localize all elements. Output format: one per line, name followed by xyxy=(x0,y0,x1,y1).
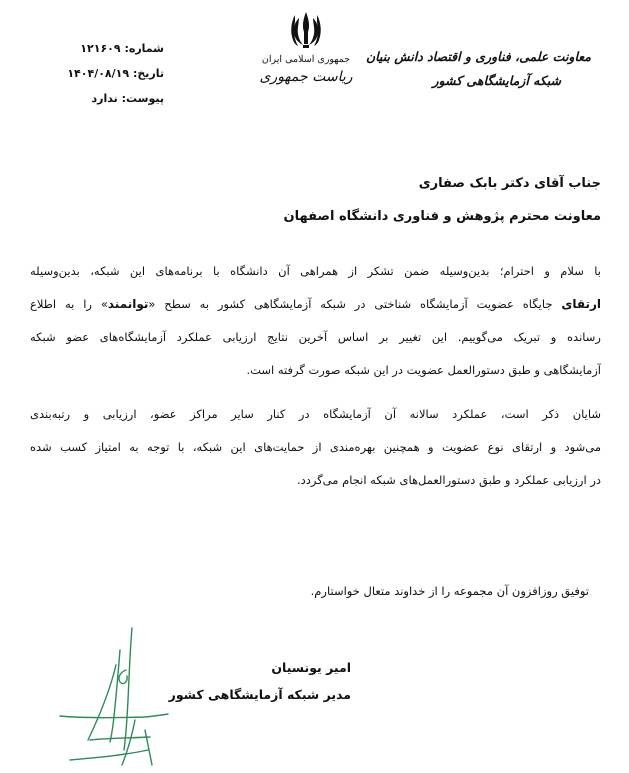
organization-header xyxy=(361,44,591,92)
org-line-2: شبکه آزمایشگاهی کشور xyxy=(432,73,561,88)
number-value: ۱۲۱۶۰۹ xyxy=(80,42,121,55)
body-line: می‌شود و ارتقای نوع عضویت و همچنین بهره‌مندی از حمایت‌های این شبکه، با توجه به امتیاز کسب شده xyxy=(30,440,601,454)
letter-body xyxy=(30,255,601,497)
signatory xyxy=(151,654,351,708)
body-line: رسانده و تبریک می‌گوییم. این تغییر بر اساس آخرین نتایج ارزیابی عملکرد آزمایشگاه‌های عضو شبکه xyxy=(30,330,601,344)
body-text: جایگاه عضویت آزمایشگاه شناختی در شبکه آزمایشگاهی کشور به سطح « xyxy=(148,297,562,311)
body-line xyxy=(30,288,601,321)
addressee-title: معاونت محترم پژوهش و فناوری دانشگاه اصفهان xyxy=(283,209,601,224)
bold-upgrade: ارتقای xyxy=(561,297,601,311)
letter-attachment xyxy=(44,86,164,111)
body-line: با سلام و احترام؛ بدین‌وسیله ضمن تشکر از همراهی آن دانشگاه با برنامه‌های این شبکه، بدین‌وسیله xyxy=(30,264,601,278)
number-label: شماره: xyxy=(124,42,164,55)
emblem-block xyxy=(256,10,356,87)
date-value: ۱۴۰۴/۰۸/۱۹ xyxy=(67,67,130,80)
letter-date xyxy=(44,61,164,86)
attachment-value: ندارد xyxy=(91,92,118,105)
presidency-label: ریاست جمهوری xyxy=(259,69,353,85)
date-label: تاریخ: xyxy=(132,67,164,80)
addressee-name: جناب آقای دکتر بابک صفاری xyxy=(418,176,601,191)
closing-line: توفیق روزافزون آن مجموعه را از خداوند متعال خواستارم. xyxy=(310,584,589,598)
attachment-label: پیوست: xyxy=(121,92,164,105)
addressee xyxy=(41,167,601,233)
republic-label: جمهوری اسلامی ایران xyxy=(261,54,351,65)
body-line: آزمایشگاهی و طبق دستورالعمل عضویت در این شبکه صورت گرفته است. xyxy=(246,363,601,377)
letter-metadata xyxy=(44,36,164,111)
body-line: در ارزیابی عملکرد و طبق دستورالعمل‌های شبکه انجام می‌گردد. xyxy=(296,473,601,487)
iran-emblem-icon xyxy=(290,10,322,50)
signatory-title: مدیر شبکه آزمایشگاهی کشور xyxy=(168,687,351,702)
body-line: شایان ذکر است، عملکرد سالانه آن آزمایشگاه در کنار سایر مراکز عضو، ارزیابی و رتبه‌بندی xyxy=(30,407,601,421)
body-text: » را به اطلاع xyxy=(30,297,108,311)
org-line-1: معاونت علمی، فناوری و اقتصاد دانش بنیان xyxy=(365,49,591,64)
letter-number xyxy=(44,36,164,61)
bold-capable: توانمند xyxy=(107,297,149,311)
signatory-name: امیر یونسیان xyxy=(271,660,351,675)
